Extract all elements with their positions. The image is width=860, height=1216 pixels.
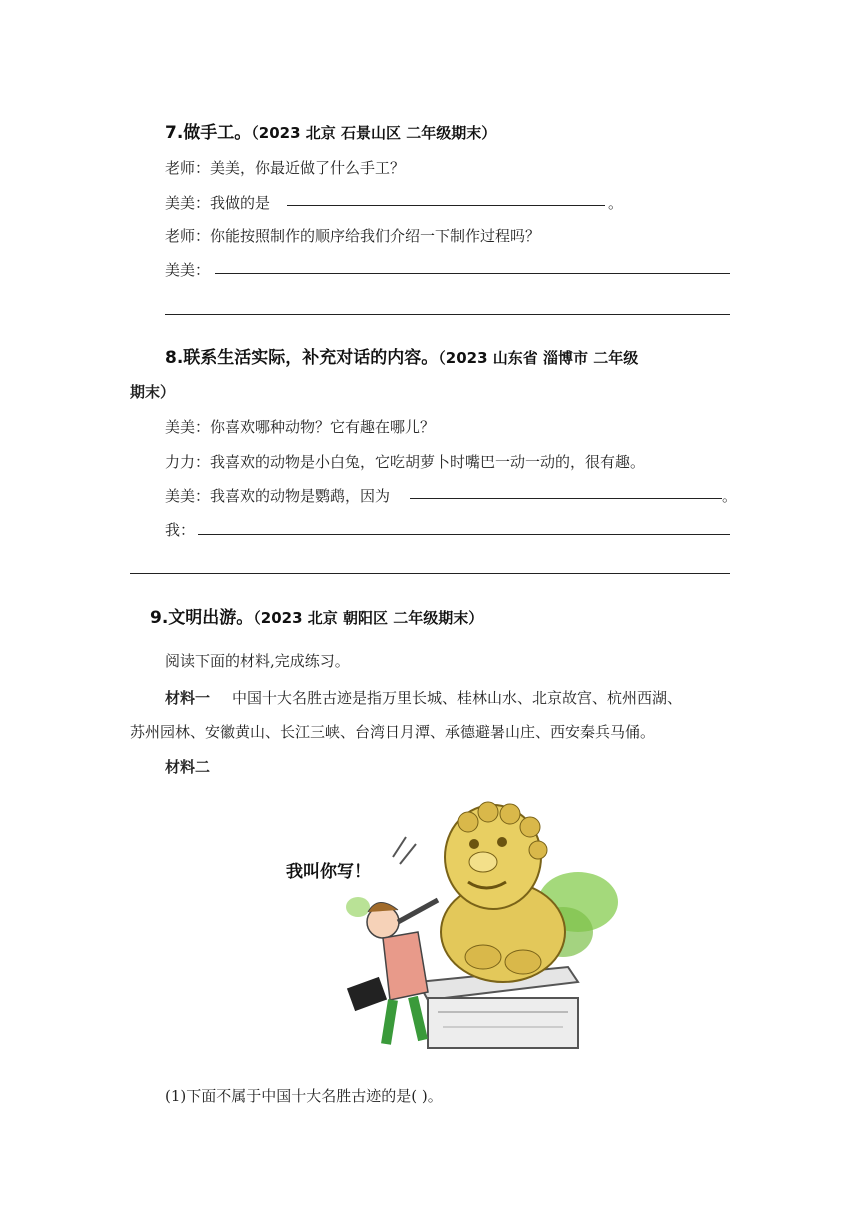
q8-line1: 美美：你喜欢哪种动物？它有趣在哪儿？ bbox=[165, 418, 436, 436]
q9-material1-line2: 苏州园林、安徽黄山、长江三峡、台湾日月潭、承德避暑山庄、西安秦兵马俑。 bbox=[130, 723, 656, 741]
q8-source: （2023 山东省 淄博市 二年级 bbox=[438, 349, 639, 367]
q7-title: 7.做手工。 bbox=[165, 123, 252, 143]
q8-line2: 力力：我喜欢的动物是小白兔，它吃胡萝卜时嘴巴一动一动的，很有趣。 bbox=[165, 453, 646, 471]
cartoon-illustration bbox=[278, 782, 622, 1064]
material1-text-a: 中国十大名胜古迹是指万里长城、桂林山水、北京故宫、杭州西湖、 bbox=[232, 689, 683, 707]
q9-heading bbox=[150, 603, 483, 628]
q9-material1-line1 bbox=[165, 687, 682, 708]
q8-answer-blank-1[interactable] bbox=[410, 498, 722, 499]
cartoon-drawing bbox=[278, 782, 622, 1064]
q8-heading bbox=[165, 343, 638, 368]
q7-answer-blank-2[interactable] bbox=[215, 273, 730, 274]
q8-line3-prefix: 美美：我喜欢的动物是鹦鹉，因为 bbox=[165, 487, 391, 505]
q9-source: （2023 北京 朝阳区 二年级期末） bbox=[253, 609, 484, 627]
q8-answer-blank-3[interactable] bbox=[130, 573, 730, 574]
material2-label: 材料二 bbox=[165, 758, 211, 776]
q7-line2-prefix: 美美：我做的是 bbox=[165, 194, 271, 212]
q7-line1: 老师：美美，你最近做了什么手工？ bbox=[165, 159, 406, 177]
q7-answer-blank-3[interactable] bbox=[165, 314, 730, 315]
material1-label: 材料一 bbox=[165, 689, 211, 707]
q7-line4-prefix: 美美： bbox=[165, 261, 211, 279]
q7-line2-suffix: 。 bbox=[608, 194, 624, 212]
q7-line3: 老师：你能按照制作的顺序给我们介绍一下制作过程吗？ bbox=[165, 227, 541, 245]
q7-heading bbox=[165, 118, 496, 143]
q8-line4-prefix: 我： bbox=[165, 521, 196, 539]
q9-sub1: (1)下面不属于中国十大名胜古迹的是( )。 bbox=[165, 1087, 443, 1105]
q9-title: 9.文明出游。 bbox=[150, 608, 254, 628]
q8-answer-blank-2[interactable] bbox=[198, 534, 730, 535]
q7-answer-blank-1[interactable] bbox=[287, 205, 605, 206]
q7-line2 bbox=[165, 192, 270, 213]
q8-line3-suffix: 。 bbox=[722, 487, 738, 505]
q9-instruction: 阅读下面的材料,完成练习。 bbox=[165, 652, 350, 670]
q7-source: （2023 北京 石景山区 二年级期末） bbox=[251, 124, 497, 142]
q8-source-cont: 期末） bbox=[130, 383, 176, 401]
cartoon-caption: 我叫你写！ bbox=[286, 862, 371, 882]
q8-title: 8.联系生活实际，补充对话的内容。 bbox=[165, 348, 439, 368]
